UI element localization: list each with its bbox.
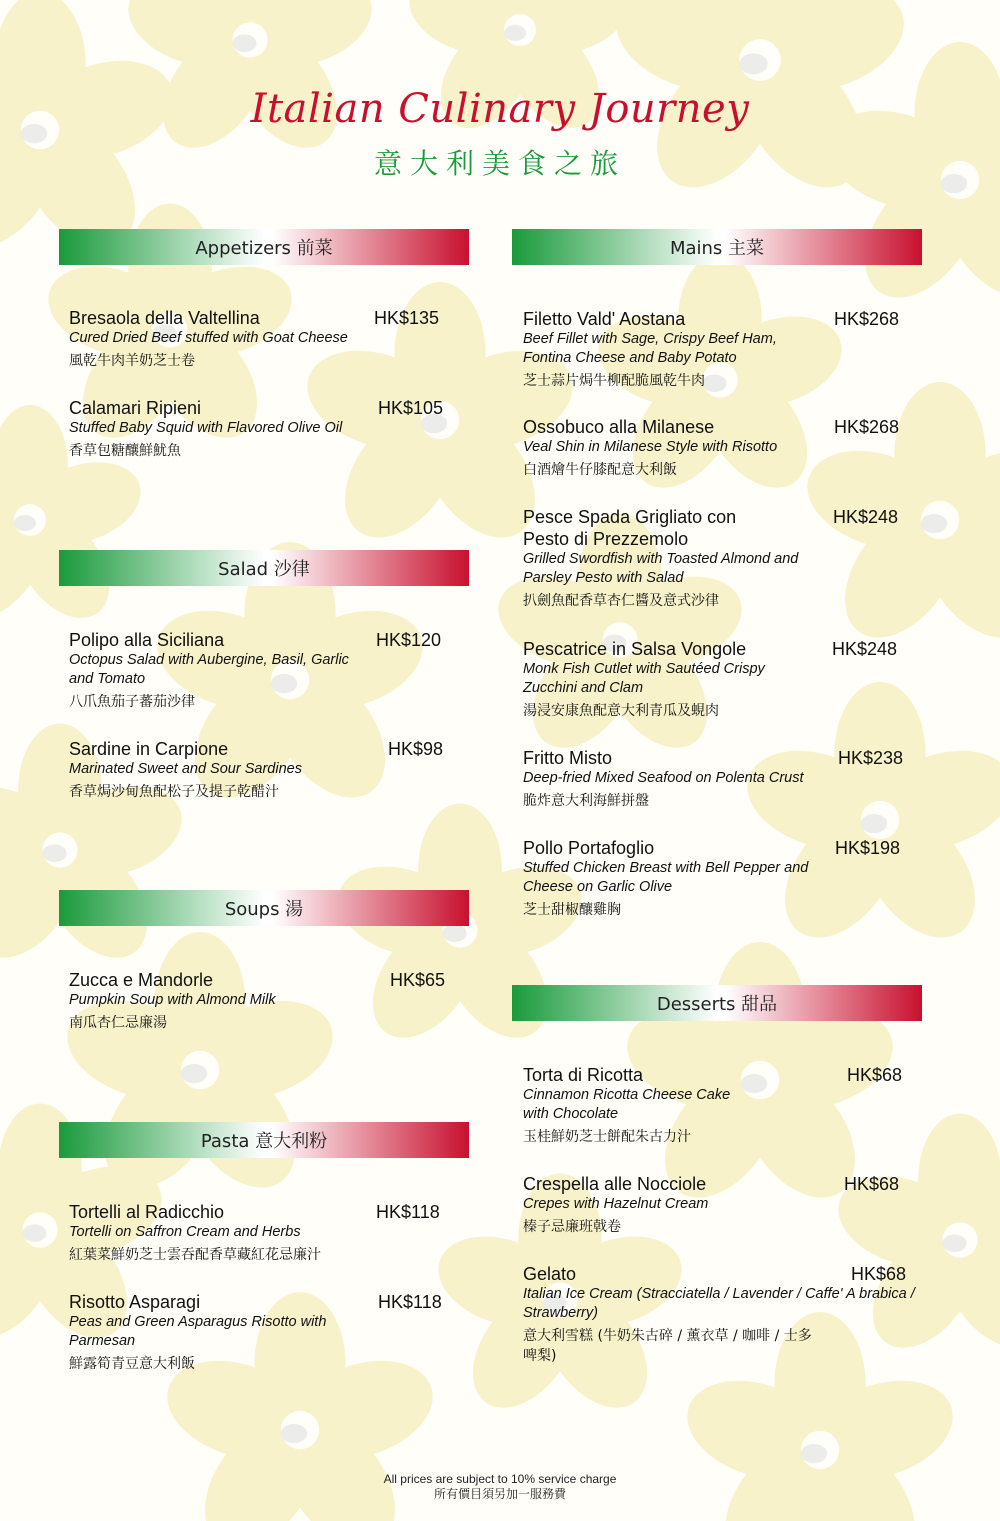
item-description: Cured Dried Beef stuffed with Goat Cheese: [69, 330, 348, 346]
item-price: HK$65: [390, 970, 446, 990]
item-chinese-name: 白酒燴牛仔膝配意大利飯: [523, 462, 677, 478]
item-name: Filetto Vald' Aostana: [523, 309, 686, 329]
item-price: HK$198: [835, 838, 901, 858]
item-description: Marinated Sweet and Sour Sardines: [69, 761, 302, 777]
item-description: Crepes with Hazelnut Cream: [523, 1196, 709, 1212]
menu-title-chinese: 意大利美食之旅: [373, 147, 626, 180]
item-chinese-name: 紅葉菜鮮奶芝士雲吞配香草藏紅花忌廉汁: [69, 1247, 321, 1263]
item-price: HK$98: [388, 739, 444, 759]
menu-item: [69, 397, 469, 461]
item-chinese-name: 意大利雪糕 (牛奶朱古碎 / 薰衣草 / 咖啡 / 士多啤梨): [523, 1328, 812, 1364]
item-description: Stuffed Chicken Breast with Bell Pepper and Cheese on Garlic Olive: [523, 860, 809, 895]
item-description: Stuffed Baby Squid with Flavored Olive Oil: [69, 420, 343, 436]
item-description: Deep-fried Mixed Seafood on Polenta Crust: [523, 770, 804, 786]
item-name: Ossobuco alla Milanese: [523, 417, 715, 437]
item-description: Monk Fish Cutlet with Sautéed Crispy Zucchini and Clam: [523, 661, 765, 696]
section-title: Desserts 甜品: [656, 994, 778, 1015]
item-price: HK$248: [832, 639, 898, 659]
item-price: HK$105: [378, 398, 444, 418]
item-name: Bresaola della Valtellina: [69, 308, 260, 328]
item-chinese-name: 香草包糖釀鮮魷魚: [69, 443, 181, 459]
menu-item: [69, 307, 469, 371]
item-description: Veal Shin in Milanese Style with Risotto: [523, 439, 778, 455]
menu-item: [523, 747, 923, 811]
item-description: Octopus Salad with Aubergine, Basil, Garlic and Tomato: [69, 652, 349, 687]
item-name: Risotto Asparagi: [69, 1292, 201, 1312]
section-title: Soups 湯: [224, 899, 304, 920]
item-name: Pescatrice in Salsa Vongole: [523, 639, 747, 659]
item-chinese-name: 南瓜杏仁忌廉湯: [69, 1015, 167, 1031]
item-chinese-name: 芝士蒜片焗牛柳配脆風乾牛肉: [523, 373, 705, 389]
item-name: Crespella alle Nocciole: [523, 1174, 707, 1194]
item-price: HK$268: [834, 309, 900, 329]
section-header-appetizers: [59, 229, 469, 265]
item-price: HK$238: [838, 748, 904, 768]
menu-item: [523, 1064, 923, 1147]
service-charge-note: All prices are subject to 10% service charge: [383, 1472, 617, 1486]
item-name: Polipo alla Siciliana: [69, 630, 225, 650]
item-name: Pesce Spada Grigliato con Pesto di Prezzemolo: [523, 507, 737, 549]
section-title: Salad 沙律: [218, 559, 310, 580]
section-title: Mains 主菜: [669, 238, 765, 259]
item-price: HK$120: [376, 630, 442, 650]
item-name: Tortelli al Radicchio: [69, 1202, 225, 1222]
section-header-soups: [59, 890, 469, 926]
item-name: Gelato: [523, 1264, 577, 1284]
section-title: Pasta 意大利粉: [200, 1131, 328, 1152]
item-price: HK$68: [851, 1264, 907, 1284]
section-header-salad: [59, 550, 469, 586]
item-price: HK$248: [833, 507, 899, 527]
item-description: Tortelli on Saffron Cream and Herbs: [69, 1224, 301, 1240]
item-name: Torta di Ricotta: [523, 1065, 644, 1085]
item-description: Peas and Green Asparagus Risotto with Parmesan: [69, 1314, 327, 1349]
menu-item: [523, 416, 923, 480]
item-price: HK$135: [374, 308, 440, 328]
item-chinese-name: 玉桂鮮奶芝士餅配朱古力汁: [523, 1129, 691, 1145]
menu-item: [523, 308, 923, 391]
item-chinese-name: 風乾牛肉羊奶芝士卷: [69, 353, 195, 369]
item-chinese-name: 鮮露筍青豆意大利飯: [69, 1356, 195, 1372]
menu-item: [523, 1173, 923, 1237]
item-name: Sardine in Carpione: [69, 739, 229, 759]
item-chinese-name: 脆炸意大利海鮮拼盤: [523, 793, 649, 809]
menu-item: [69, 1291, 469, 1374]
section-header-mains: [512, 229, 922, 265]
item-price: HK$118: [378, 1292, 442, 1312]
item-chinese-name: 八爪魚茄子蕃茄沙律: [69, 694, 195, 710]
item-description: Beef Fillet with Sage, Crispy Beef Ham, Fontina Cheese and Baby Potato: [523, 331, 777, 366]
footer: [0, 1472, 1000, 1502]
item-name: Calamari Ripieni: [69, 398, 202, 418]
menu-item: [69, 629, 469, 712]
section-title: Appetizers 前菜: [195, 238, 333, 259]
item-price: HK$68: [844, 1174, 900, 1194]
item-name: Pollo Portafoglio: [523, 838, 655, 858]
item-name: Zucca e Mandorle: [69, 970, 214, 990]
menu-item: [523, 837, 923, 920]
item-description: Pumpkin Soup with Almond Milk: [69, 992, 276, 1008]
menu-item: [523, 1263, 923, 1366]
item-description: Grilled Swordfish with Toasted Almond and Parsley Pesto with Salad: [523, 551, 799, 586]
menu-item: [523, 506, 923, 611]
item-chinese-name: 湯浸安康魚配意大利青瓜及蜆肉: [523, 703, 719, 719]
item-chinese-name: 香草焗沙甸魚配松子及提子乾醋汁: [69, 784, 279, 800]
menu-title: Italian Culinary Journey: [250, 86, 750, 132]
item-chinese-name: 芝士甜椒釀雞胸: [523, 902, 621, 918]
item-price: HK$268: [834, 417, 900, 437]
item-description: Cinnamon Ricotta Cheese Cake with Chocolate: [523, 1087, 731, 1122]
menu-item: [69, 738, 469, 802]
menu-item: [69, 969, 469, 1033]
menu-item: [69, 1201, 469, 1265]
item-chinese-name: 榛子忌廉班戟卷: [523, 1219, 621, 1235]
item-description: Italian Ice Cream (Stracciatella / Lavender / Caffe' A brabica / Strawberry): [523, 1286, 915, 1321]
item-name: Fritto Misto: [523, 748, 613, 768]
item-price: HK$118: [376, 1202, 440, 1222]
section-header-pasta: [59, 1122, 469, 1158]
section-header-desserts: [512, 985, 922, 1021]
menu-item: [523, 638, 923, 721]
item-price: HK$68: [847, 1065, 903, 1085]
service-charge-note-chinese: 所有價目須另加一服務費: [433, 1487, 566, 1501]
item-chinese-name: 扒劍魚配香草杏仁醬及意式沙律: [523, 593, 719, 609]
